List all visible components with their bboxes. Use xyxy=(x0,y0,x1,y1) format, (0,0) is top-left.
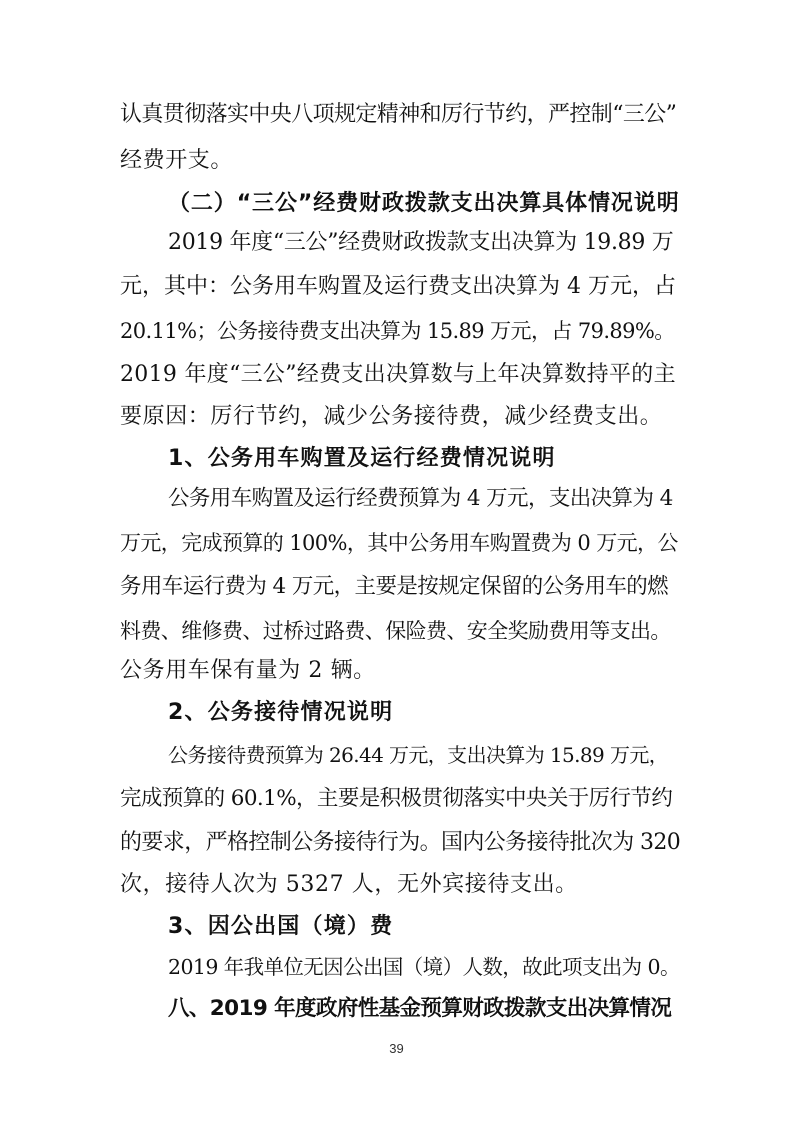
paragraph-line: 经费开支。 xyxy=(120,148,234,173)
paragraph-line: 的要求，严格控制公务接待行为。国内公务接待批次为 320 xyxy=(120,830,681,855)
paragraph-line: 次，接待人次为 5327 人，无外宾接待支出。 xyxy=(120,872,578,897)
paragraph-line: 要原因：厉行节约，减少公务接待费，减少经费支出。 xyxy=(120,404,663,429)
paragraph-line: 20.11%；公务接待费支出决算为 15.89 万元，占 79.89%。 xyxy=(120,319,675,343)
paragraph-line: 2019 年度“三公”经费支出决算数与上年决算数持平的主 xyxy=(120,362,676,387)
page-number: 39 xyxy=(389,1041,404,1056)
paragraph-line: 公务接待费预算为 26.44 万元，支出决算为 15.89 万元， xyxy=(168,743,669,767)
subsection-heading: 2、公务接待情况说明 xyxy=(168,700,394,725)
chapter-heading: 八、2019 年度政府性基金预算财政拨款支出决算情况 xyxy=(168,996,672,1021)
paragraph-line: 公务用车保有量为 2 辆。 xyxy=(120,658,376,683)
paragraph-line: 元，其中：公务用车购置及运行费支出决算为 4 万元，占 xyxy=(120,274,676,299)
paragraph-line: 万元，完成预算的 100%，其中公务用车购置费为 0 万元，公 xyxy=(120,531,678,555)
paragraph-line: 2019 年我单位无因公出国（境）人数，故此项支出为 0。 xyxy=(168,955,680,979)
paragraph-line: 公务用车购置及运行经费预算为 4 万元，支出决算为 4 xyxy=(168,486,673,511)
paragraph-line: 务用车运行费为 4 万元，主要是按规定保留的公务用车的燃 xyxy=(120,574,669,599)
paragraph-line: 认真贯彻落实中央八项规定精神和厉行节约，严控制“三公” xyxy=(120,102,677,127)
paragraph-line: 完成预算的 60.1%，主要是积极贯彻落实中央关于厉行节约 xyxy=(120,786,673,811)
paragraph-line: 2019 年度“三公”经费财政拨款支出决算为 19.89 万 xyxy=(168,230,674,255)
subsection-heading: 1、公务用车购置及运行经费情况说明 xyxy=(168,446,556,471)
paragraph-line: 料费、维修费、过桥过路费、保险费、安全奖励费用等支出。 xyxy=(120,619,671,643)
subsection-heading: 3、因公出国（境）费 xyxy=(168,914,394,939)
section-heading: （二）“三公”经费财政拨款支出决算具体情况说明 xyxy=(168,191,680,216)
